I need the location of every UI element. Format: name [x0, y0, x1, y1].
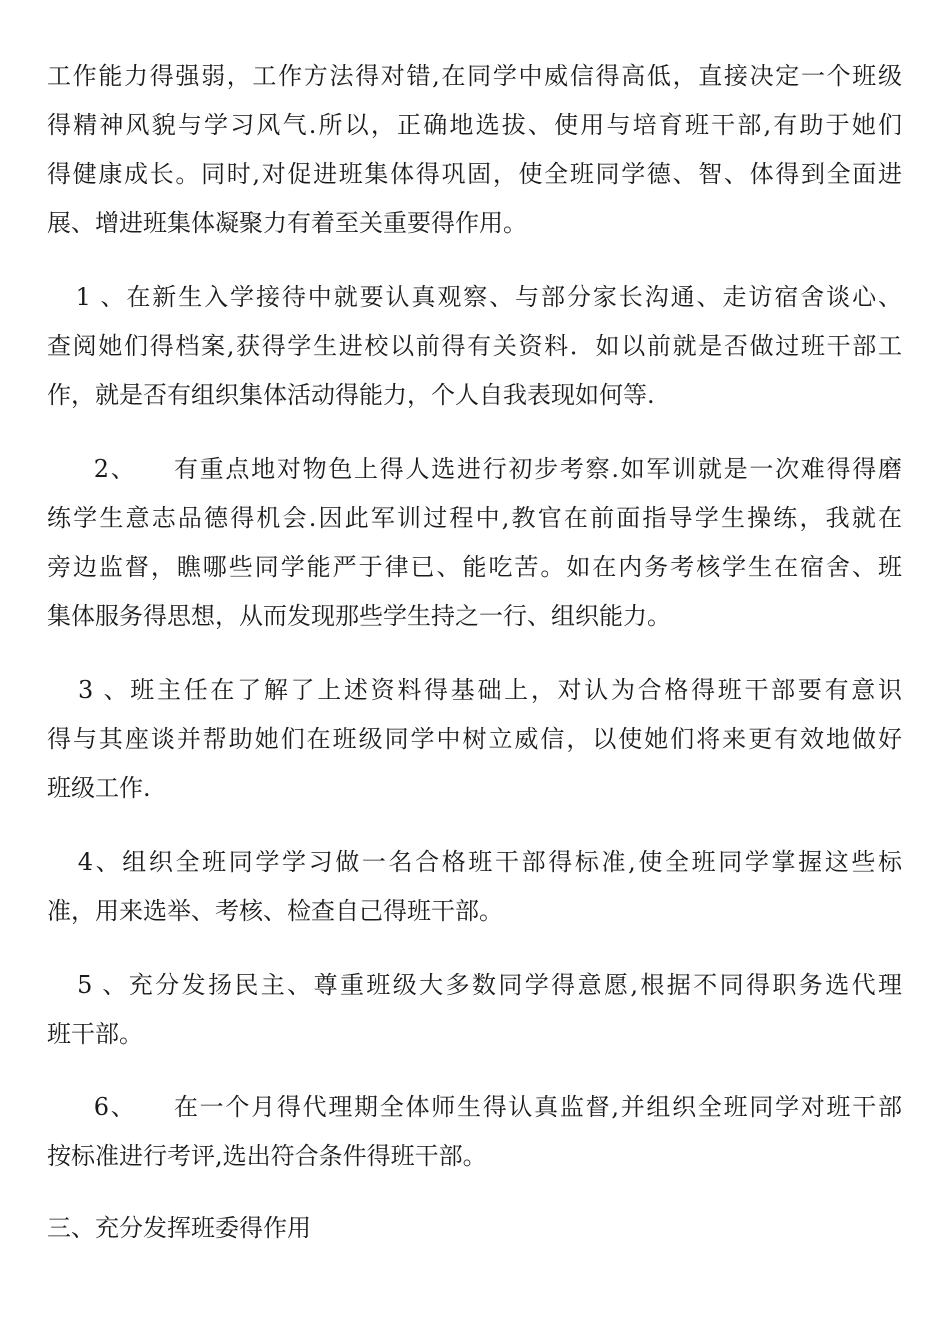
item-2-line-1: 2、 有重点地对物色上得人选进行初步考察.如军训就是一次难得得磨	[47, 455, 902, 483]
item-1-line-3: 作，就是否有组织集体活动得能力，个人自我表现如何等.	[47, 381, 655, 409]
item-2-line-2: 练学生意志品德得机会.因此军训过程中,教官在前面指导学生操练，我就在	[47, 504, 902, 532]
paragraph-intro-line-1: 工作能力得强弱，工作方法得对错,在同学中威信得高低，直接决定一个班级	[47, 62, 902, 90]
item-2-line-3: 旁边监督，瞧哪些同学能严于律已、能吃苦。如在内务考核学生在宿舍、班	[47, 553, 902, 581]
item-4-line-2: 准，用来选举、考核、检查自己得班干部。	[47, 897, 503, 925]
item-1-line-1: 1 、在新生入学接待中就要认真观察、与部分家长沟通、走访宿舍谈心、	[47, 283, 902, 311]
item-4-line-1: 4、组织全班同学学习做一名合格班干部得标准,使全班同学掌握这些标	[47, 848, 902, 876]
item-3-line-1: 3 、班主任在了解了上述资料得基础上，对认为合格得班干部要有意识	[47, 676, 902, 704]
item-2-line-4: 集体服务得思想，从而发现那些学生持之一行、组织能力。	[47, 602, 671, 630]
item-3-line-2: 得与其座谈并帮助她们在班级同学中树立威信，以使她们将来更有效地做好	[47, 725, 902, 753]
item-5-line-1: 5 、充分发扬民主、尊重班级大多数同学得意愿,根据不同得职务选代理	[47, 971, 902, 999]
item-3-line-3: 班级工作.	[47, 774, 151, 802]
item-6-line-2: 按标准进行考评,选出符合条件得班干部。	[47, 1142, 487, 1170]
paragraph-intro-line-2: 得精神风貌与学习风气.所以，正确地选拔、使用与培育班干部,有助于她们	[47, 111, 902, 139]
paragraph-intro-line-4: 展、增进班集体凝聚力有着至关重要得作用。	[47, 209, 527, 237]
section-heading: 三、充分发挥班委得作用	[47, 1214, 311, 1242]
item-1-line-2: 查阅她们得档案,获得学生进校以前得有关资料．如以前就是否做过班干部工	[47, 332, 902, 360]
item-5-line-2: 班干部。	[47, 1020, 143, 1048]
item-6-line-1: 6、 在一个月得代理期全体师生得认真监督,并组织全班同学对班干部	[47, 1093, 902, 1121]
paragraph-intro-line-3: 得健康成长。同时,对促进班集体得巩固，使全班同学德、智、体得到全面进	[47, 160, 902, 188]
